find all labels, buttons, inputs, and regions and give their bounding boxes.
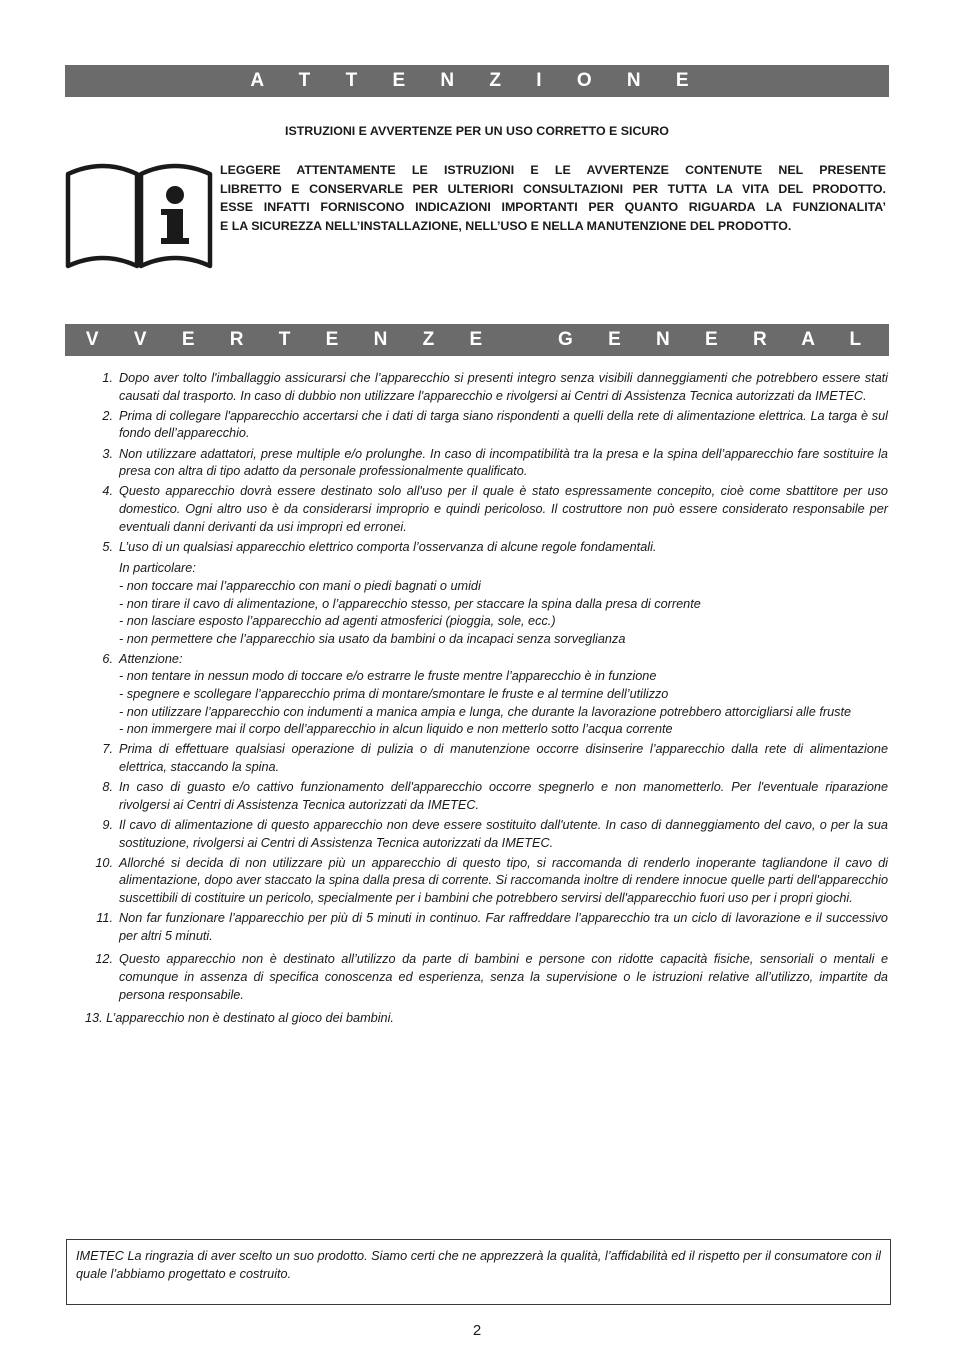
list-item [80, 951, 888, 1004]
item-number: 1. [102, 371, 113, 385]
item-number: 3. [102, 446, 113, 461]
item-subpoint: - non lasciare esposto l’apparecchio ad agenti atmosferici (pioggia, sole, ecc.) [119, 614, 556, 629]
list-item [80, 651, 888, 739]
item-number: 10. [95, 855, 113, 870]
item-subpoint: - non permettere che l’apparecchio sia usato da bambini o da incapaci senza sorveglianza [119, 631, 626, 646]
item-text: L’uso di un qualsiasi apparecchio elettrico comporta l’osservanza di alcune regole fondamentali. [119, 539, 657, 554]
list-item [80, 1010, 888, 1028]
intro-warning-text [220, 161, 886, 235]
item-number: 12. [95, 952, 113, 967]
attention-header-bar [65, 65, 889, 97]
list-item [80, 741, 888, 776]
item-text: Questo apparecchio non è destinato all’utilizzo da parte di bambini e persone con ridotte capacità fisiche, sensoriali o mentali e comunque in assenza di specifica conoscenza ed esperienza, senza la supervisione o le istruzioni relative all’utilizzo, impartite da persona responsabile. [119, 952, 888, 1002]
list-item [80, 446, 888, 481]
item-text: Allorché si decida di non utilizzare più un apparecchio di questo tipo, si raccomanda di renderlo inoperante tagliandone il cavo di alimentazione, dopo aver staccato la spina dalla presa di corrente. Si raccomanda inoltre di rendere innocue quelle parti dell'apparecchio suscettibili di costituire un pericolo, specialmente per i bambini che potrebbero servirsi dell'apparecchio fuori uso per i propri giochi. [119, 855, 888, 905]
item-subpoint: - non tirare il cavo di alimentazione, o l’apparecchio stesso, per staccare la spina dalla presa di corrente [119, 596, 701, 611]
list-item [80, 910, 888, 945]
item-text: Prima di effettuare qualsiasi operazione di pulizia o di manutenzione occorre disinserire l’apparecchio dalla rete di alimentazione elettrica, staccando la spina. [119, 742, 888, 775]
item-subpoint: - non utilizzare l’apparecchio con indumenti a manica ampia e lunga, che durante la lavorazione potrebbero attorcigliarsi alle fruste [119, 704, 852, 719]
item-subpoint: - non toccare mai l’apparecchio con mani o piedi bagnati o umidi [119, 578, 481, 593]
item-text: Non utilizzare adattatori, prese multiple e/o prolunghe. In caso di incompatibilità tra la presa e la spina dell’apparecchio fare sostituire la presa con altra di tipo adatto da personale professionalmente qualificato. [119, 446, 888, 479]
item-text: Dopo aver tolto l'imballaggio assicurarsi che l’apparecchio si presenti integro senza visibili danneggiamenti che potrebbero essere stati causati dal trasporto. In caso di dubbio non utilizzare l'apparecchio e rivolgersi ai Centri di Assistenza Tecnica autorizzati da IMETEC. [119, 371, 888, 403]
item-number: 2. [102, 408, 113, 423]
item-text: In caso di guasto e/o cattivo funzionamento dell'apparecchio occorre spegnerlo e non manometterlo. Per l'eventuale riparazione rivolgersi ai Centri di Assistenza Tecnica autorizzati da IMETEC. [119, 780, 888, 812]
item-subpoint: - non tentare in nessun modo di toccare e/o estrarre le fruste mentre l’apparecchio è in funzione [119, 669, 657, 684]
general-warnings-header-bar [37, 324, 917, 356]
item-number: 7. [102, 742, 113, 757]
thank-you-box [66, 1239, 891, 1305]
safety-subtitle: ISTRUZIONI E AVVERTENZE PER UN USO CORRETTO E SICURO [285, 124, 669, 138]
item-subheading: In particolare: [119, 561, 196, 576]
item-number: 8. [102, 780, 113, 795]
item-number: 6. [102, 651, 113, 666]
item-number: 4. [102, 484, 113, 499]
intro-line: E LA SICUREZZA NELL’INSTALLAZIONE, NELL’USO E NELLA MANUTENZIONE DEL PRODOTTO. [220, 218, 792, 233]
item-number: 5. [102, 539, 113, 554]
general-warnings-list [80, 370, 888, 1030]
list-item [80, 483, 888, 536]
intro-line: ESSE INFATTI FORNISCONO INDICAZIONI IMPORTANTI PER QUANTO RIGUARDA LA FUNZIONALITA’ [220, 200, 886, 215]
intro-line: LIBRETTO E CONSERVARLE PER ULTERIORI CONSULTAZIONI PER TUTTA LA VITA DEL PRODOTTO. [220, 181, 886, 196]
info-manual-icon [65, 160, 213, 270]
item-number: 11. [96, 911, 113, 926]
list-item [80, 370, 888, 405]
item-body [113, 539, 888, 649]
list-item [80, 539, 888, 649]
item-text: Attenzione: [119, 651, 183, 666]
item-subpoint: - spegnere e scollegare l’apparecchio prima di montare/smontare le fruste e al termine dell’utilizzo [119, 687, 669, 702]
list-item [80, 779, 888, 814]
item-text: Non far funzionare l’apparecchio per più di 5 minuti in continuo. Far raffreddare l’apparecchio tra un ciclo di lavorazione e il successivo per altri 5 minuti. [119, 911, 888, 943]
thank-you-text: IMETEC La ringrazia di aver scelto un suo prodotto. Siamo certi che ne apprezzerà la qualità, l’affidabilità ed il rispetto per il consumatore con il quale l’abbiamo progettato e costruito. [76, 1249, 881, 1281]
page-number: 2 [472, 1322, 482, 1339]
list-item [80, 855, 888, 908]
list-item [80, 817, 888, 852]
item-text: Il cavo di alimentazione di questo apparecchio non deve essere sostituito dall'utente. In caso di danneggiamento del cavo, o per la sua sostituzione, rivolgersi ai Centri di Assistenza Tecnica autorizzati da IMETEC. [119, 818, 888, 850]
general-warnings-title: A V V E R T E N Z E G E N E R A L I [37, 329, 917, 350]
item-text: Questo apparecchio dovrà essere destinato solo all'uso per il quale è stato espressamente concepito, cioè come sbattitore per uso domestico. Ogni altro uso è da considerarsi improprio e quindi pericoloso. Il costruttore non può essere considerato responsabile per eventuali danni derivanti da usi impropri ed erronei. [119, 484, 888, 534]
item-subpoint: - non immergere mai il corpo dell’apparecchio in alcun liquido e non metterlo sotto l’acqua corrente [119, 722, 673, 737]
item-text: 13. L’apparecchio non è destinato al gioco dei bambini. [85, 1011, 394, 1026]
item-number: 9. [102, 818, 113, 832]
list-item [80, 408, 888, 443]
intro-line: LEGGERE ATTENTAMENTE LE ISTRUZIONI E LE AVVERTENZE CONTENUTE NEL PRESENTE [220, 163, 886, 177]
item-body [113, 651, 888, 739]
item-text: Prima di collegare l'apparecchio accertarsi che i dati di targa siano rispondenti a quelli della rete di alimentazione elettrica. La targa è sul fondo dell’apparecchio. [119, 408, 888, 441]
attention-title: A T T E N Z I O N E [250, 70, 704, 91]
